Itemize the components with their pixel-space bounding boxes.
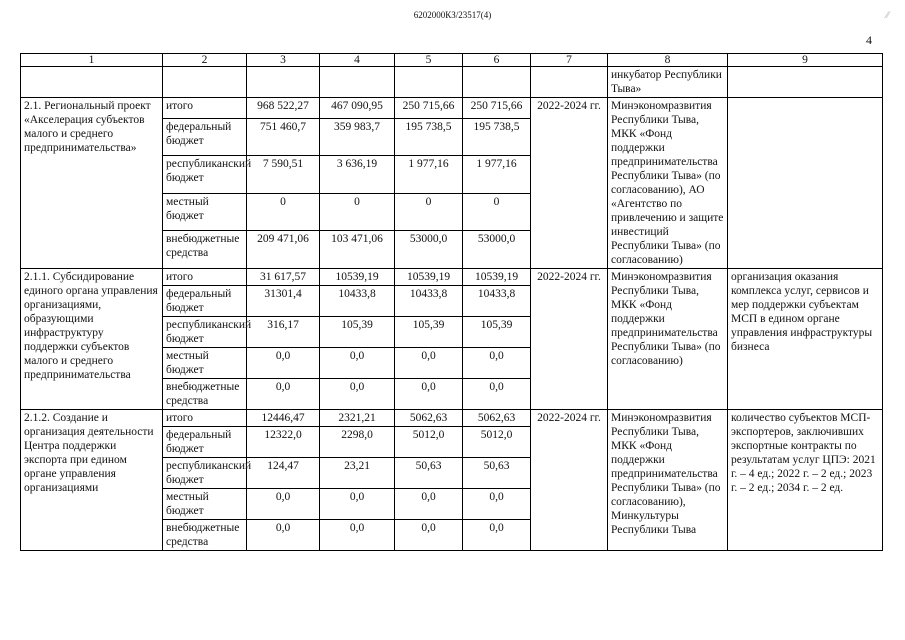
amount-year-cell: 50,63 bbox=[395, 458, 463, 489]
amount-total-cell: 316,17 bbox=[247, 317, 320, 348]
cell bbox=[531, 67, 608, 98]
funding-source-cell: итого bbox=[163, 410, 247, 427]
amount-year-cell: 0,0 bbox=[463, 489, 531, 520]
amount-year-cell: 0,0 bbox=[320, 348, 395, 379]
header-cell: 2 bbox=[163, 54, 247, 67]
amount-year-cell: 0,0 bbox=[320, 379, 395, 410]
amount-year-cell: 105,39 bbox=[320, 317, 395, 348]
amount-year-cell: 10539,19 bbox=[463, 269, 531, 286]
amount-year-cell: 103 471,06 bbox=[320, 231, 395, 269]
table-row bbox=[21, 269, 883, 286]
amount-year-cell: 195 738,5 bbox=[463, 118, 531, 156]
document-id: 6202000КЗ/23517(4) bbox=[413, 10, 492, 20]
executor-cell: Минэкономразвития Республики Тыва, МКК «Фонд поддержки предпринимательства Республики Тыва» (по согласованию), АО «Агентство по привлечению и защите инвестиций Республики Тыва» (по согласованию) bbox=[608, 98, 728, 269]
amount-year-cell: 2321,21 bbox=[320, 410, 395, 427]
corner-mark: ⁄⁄ bbox=[886, 10, 890, 20]
cell bbox=[163, 67, 247, 98]
period-cell: 2022-2024 гг. bbox=[531, 98, 608, 269]
amount-year-cell: 0,0 bbox=[395, 348, 463, 379]
amount-year-cell: 105,39 bbox=[463, 317, 531, 348]
page-number: 4 bbox=[866, 33, 872, 47]
amount-year-cell: 23,21 bbox=[320, 458, 395, 489]
period-cell: 2022-2024 гг. bbox=[531, 410, 608, 551]
amount-total-cell: 0,0 bbox=[247, 520, 320, 551]
amount-year-cell: 10433,8 bbox=[463, 286, 531, 317]
amount-year-cell: 0,0 bbox=[395, 520, 463, 551]
amount-total-cell: 7 590,51 bbox=[247, 156, 320, 194]
funding-source-cell: федеральный бюджет bbox=[163, 118, 247, 156]
result-cell bbox=[728, 98, 883, 269]
amount-total-cell: 0,0 bbox=[247, 348, 320, 379]
result-cell: организация оказания комплекса услуг, сервисов и мер поддержки субъектам МСП в едином органе управления инфраструктуры бизнеса bbox=[728, 269, 883, 410]
amount-year-cell: 105,39 bbox=[395, 317, 463, 348]
amount-year-cell: 0,0 bbox=[395, 379, 463, 410]
cell bbox=[21, 67, 163, 98]
amount-total-cell: 0 bbox=[247, 193, 320, 231]
amount-year-cell: 0,0 bbox=[463, 348, 531, 379]
funding-source-cell: местный бюджет bbox=[163, 489, 247, 520]
amount-year-cell: 0,0 bbox=[320, 520, 395, 551]
amount-year-cell: 0,0 bbox=[320, 489, 395, 520]
funding-source-cell: федеральный бюджет bbox=[163, 286, 247, 317]
amount-total-cell: 0,0 bbox=[247, 379, 320, 410]
amount-year-cell: 0,0 bbox=[395, 489, 463, 520]
funding-source-cell: внебюджетные средства bbox=[163, 520, 247, 551]
amount-year-cell: 1 977,16 bbox=[395, 156, 463, 194]
amount-total-cell: 12446,47 bbox=[247, 410, 320, 427]
cell bbox=[320, 67, 395, 98]
funding-source-cell: внебюджетные средства bbox=[163, 231, 247, 269]
cell bbox=[463, 67, 531, 98]
amount-year-cell: 10433,8 bbox=[395, 286, 463, 317]
funding-source-cell: федеральный бюджет bbox=[163, 427, 247, 458]
header-cell: 9 bbox=[728, 54, 883, 67]
header-cell: 3 bbox=[247, 54, 320, 67]
amount-total-cell: 209 471,06 bbox=[247, 231, 320, 269]
header-cell: 7 bbox=[531, 54, 608, 67]
item-name-cell: 2.1.1. Субсидирование единого органа управления организациями, образующими инфраструктуру поддержки субъектов малого и среднего предпринимательства bbox=[21, 269, 163, 410]
funding-source-cell: республиканский бюджет bbox=[163, 156, 247, 194]
amount-total-cell: 12322,0 bbox=[247, 427, 320, 458]
amount-year-cell: 3 636,19 bbox=[320, 156, 395, 194]
funding-source-cell: местный бюджет bbox=[163, 193, 247, 231]
amount-total-cell: 751 460,7 bbox=[247, 118, 320, 156]
result-cell: количество субъектов МСП-экспортеров, заключивших экспортные контракты по результатам услуг ЦПЭ: 2021 г. – 4 ед.; 2022 г. – 2 ед.; 2023 г. – 2 ед.; 2034 г. – 2 ед. bbox=[728, 410, 883, 551]
amount-year-cell: 10433,8 bbox=[320, 286, 395, 317]
funding-source-cell: республиканский бюджет bbox=[163, 458, 247, 489]
amount-total-cell: 31301,4 bbox=[247, 286, 320, 317]
amount-year-cell: 53000,0 bbox=[463, 231, 531, 269]
amount-year-cell: 10539,19 bbox=[320, 269, 395, 286]
amount-year-cell: 50,63 bbox=[463, 458, 531, 489]
period-cell: 2022-2024 гг. bbox=[531, 269, 608, 410]
continuation-row bbox=[21, 67, 883, 98]
cell bbox=[728, 67, 883, 98]
amount-year-cell: 195 738,5 bbox=[395, 118, 463, 156]
amount-year-cell: 10539,19 bbox=[395, 269, 463, 286]
amount-total-cell: 0,0 bbox=[247, 489, 320, 520]
executor-cell: Минэкономразвития Республики Тыва, МКК «Фонд поддержки предпринимательства Республики Тыва» (по согласованию), Минкультуры Республики Тыва bbox=[608, 410, 728, 551]
amount-year-cell: 53000,0 bbox=[395, 231, 463, 269]
amount-year-cell: 467 090,95 bbox=[320, 98, 395, 119]
amount-year-cell: 359 983,7 bbox=[320, 118, 395, 156]
amount-year-cell: 1 977,16 bbox=[463, 156, 531, 194]
funding-source-cell: республиканский бюджет bbox=[163, 317, 247, 348]
funding-source-cell: местный бюджет bbox=[163, 348, 247, 379]
funding-source-cell: внебюджетные средства bbox=[163, 379, 247, 410]
amount-year-cell: 5062,63 bbox=[463, 410, 531, 427]
item-name-cell: 2.1. Региональный проект «Акселерация субъектов малого и среднего предпринимательства» bbox=[21, 98, 163, 269]
funding-source-cell: итого bbox=[163, 269, 247, 286]
amount-year-cell: 0 bbox=[395, 193, 463, 231]
amount-year-cell: 5062,63 bbox=[395, 410, 463, 427]
amount-year-cell: 250 715,66 bbox=[395, 98, 463, 119]
header-cell: 1 bbox=[21, 54, 163, 67]
cell bbox=[247, 67, 320, 98]
amount-year-cell: 0 bbox=[320, 193, 395, 231]
program-table bbox=[20, 53, 883, 551]
funding-source-cell: итого bbox=[163, 98, 247, 119]
amount-year-cell: 250 715,66 bbox=[463, 98, 531, 119]
table-row bbox=[21, 410, 883, 427]
executor-cell: инкубатор Республики Тыва» bbox=[608, 67, 728, 98]
header-cell: 8 bbox=[608, 54, 728, 67]
executor-cell: Минэкономразвития Республики Тыва, МКК «Фонд поддержки предпринимательства Республики Тыва» (по согласованию) bbox=[608, 269, 728, 410]
amount-total-cell: 31 617,57 bbox=[247, 269, 320, 286]
amount-year-cell: 0,0 bbox=[463, 379, 531, 410]
amount-year-cell: 5012,0 bbox=[395, 427, 463, 458]
amount-year-cell: 2298,0 bbox=[320, 427, 395, 458]
amount-year-cell: 0,0 bbox=[463, 520, 531, 551]
header-cell: 6 bbox=[463, 54, 531, 67]
amount-total-cell: 124,47 bbox=[247, 458, 320, 489]
cell bbox=[395, 67, 463, 98]
amount-year-cell: 5012,0 bbox=[463, 427, 531, 458]
amount-total-cell: 968 522,27 bbox=[247, 98, 320, 119]
header-cell: 5 bbox=[395, 54, 463, 67]
header-row bbox=[21, 54, 883, 67]
table-row bbox=[21, 98, 883, 119]
header-cell: 4 bbox=[320, 54, 395, 67]
amount-year-cell: 0 bbox=[463, 193, 531, 231]
item-name-cell: 2.1.2. Создание и организация деятельности Центра поддержки экспорта при едином органе управления организациями bbox=[21, 410, 163, 551]
